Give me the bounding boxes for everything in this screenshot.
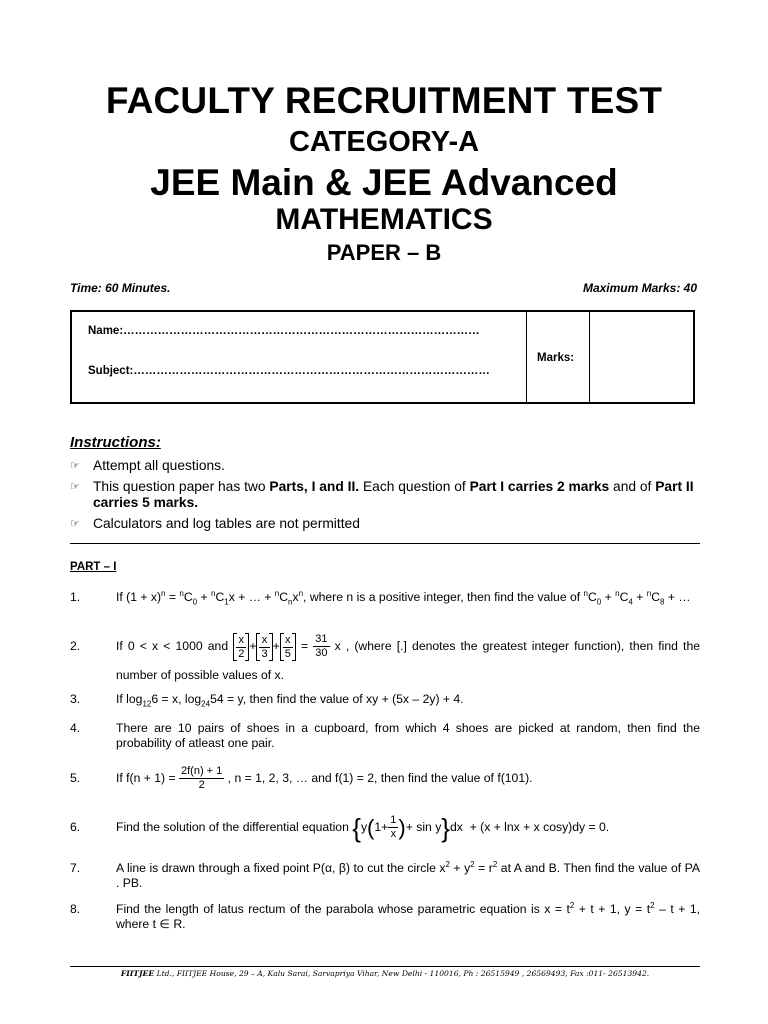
instruction-item [70,479,698,511]
document-title: FACULTY RECRUITMENT TEST [105,80,663,121]
question-number: 8. [70,902,81,916]
paper-heading: PAPER – B [326,240,442,265]
question-text: There are 10 pairs of shoes in a cupboard, from which 4 shoes are picked at random, then find the probability of atleast one pair. [116,721,700,750]
question-number: 7. [70,861,81,875]
question-number: 3. [70,692,81,706]
question-text: Find the solution of the differential equation {y(1+ $\frac{1}{x}$ )+ sin y}dx + (x + lnx + x cosy)dy = 0. [116,812,610,843]
question-number: 5. [70,771,81,785]
question-text: If f(n + 1) = $\frac{2f(n) + 1}{2}$ , n = 1, 2, 3, … and f(1) = 2, then find the value of f(101). [116,765,533,792]
pointing-hand-icon: ☞ [70,518,80,530]
footer-address: Ltd., FIITJEE House, 29 – A, Kalu Sarai, Sarvapriya Vihar, New Delhi - 110016, Ph : 26515949 , 26569493, Fax :011- 26513942. [156,969,650,978]
footer-divider [70,966,700,967]
pointing-hand-icon: ☞ [70,481,80,493]
footer [70,969,700,978]
question-3 [70,692,700,707]
marks-value-cell[interactable] [591,312,693,402]
question-number: 6. [70,820,81,834]
question-number: 1. [70,590,81,604]
candidate-details-box [70,310,695,404]
question-6 [70,812,700,843]
instructions-heading: Instructions: [70,434,161,451]
subject-field[interactable]: Subject:………………………………………………………………………………… [88,365,490,377]
question-8 [70,902,700,932]
exam-heading: JEE Main & JEE Advanced [150,162,618,203]
question-1 [70,590,700,605]
marks-label: Marks: [537,352,575,364]
instruction-text: This question paper has two Parts, I and II. Each question of Part I carries 2 marks and of Part II carries 5 marks. [93,479,694,510]
time-label: Time: 60 Minutes. [70,281,171,295]
instruction-item [70,516,698,532]
name-field[interactable]: Name:………………………………………………………………………………… [88,325,480,337]
question-text: Find the length of latus rectum of the parabola whose parametric equation is $x = t^2 + t + 1$, $y = t^2 - t + 1$, where t ∈ R. [116,900,700,931]
question-7 [70,861,700,891]
instruction-text: Calculators and log tables are not permitted [93,516,360,531]
instruction-text: Attempt all questions. [93,458,225,473]
question-text: A line is drawn through a fixed point P(α, β) to cut the circle $x^2 + y^2 = r^2$ at A and B. Then find the value of PA . PB. [116,859,701,890]
max-marks-label: Maximum Marks: 40 [582,281,697,295]
question-2 [70,632,700,689]
divider [70,543,700,544]
question-text: If $(1 + x)^n = ^nC_0 + ^nC_1x$ + … + $^nC_nx^n$, where n is a positive integer, then find the value of $^nC_0 + ^nC_4 + ^nC_8$ + … [116,588,691,607]
question-5 [70,762,700,794]
instruction-item [70,458,698,474]
footer-brand: FIITJEE [120,969,155,978]
question-4 [70,721,700,751]
question-number: 4. [70,721,81,735]
question-number: 2. [70,639,81,653]
category-heading: CATEGORY-A [288,126,480,158]
marks-label-cell [527,312,590,402]
subject-heading: MATHEMATICS [275,203,493,236]
question-text: If $\log_{12}6 = x$, $\log_{24}54 = y$, then find the value of xy + (5x – 2y) + 4. [116,692,464,709]
pointing-hand-icon: ☞ [70,460,80,472]
name-subject-cell [72,312,527,402]
question-text: If 0 < x < 1000 and $\frac{x}{2}$ + $\frac{x}{3}$ + $\frac{x}{5}$ = $\frac{31}{30}$ x , (where [.] denotes the greatest integer function), then find the number of possible values of x. [116,633,701,682]
part-label: PART – I [70,561,117,573]
